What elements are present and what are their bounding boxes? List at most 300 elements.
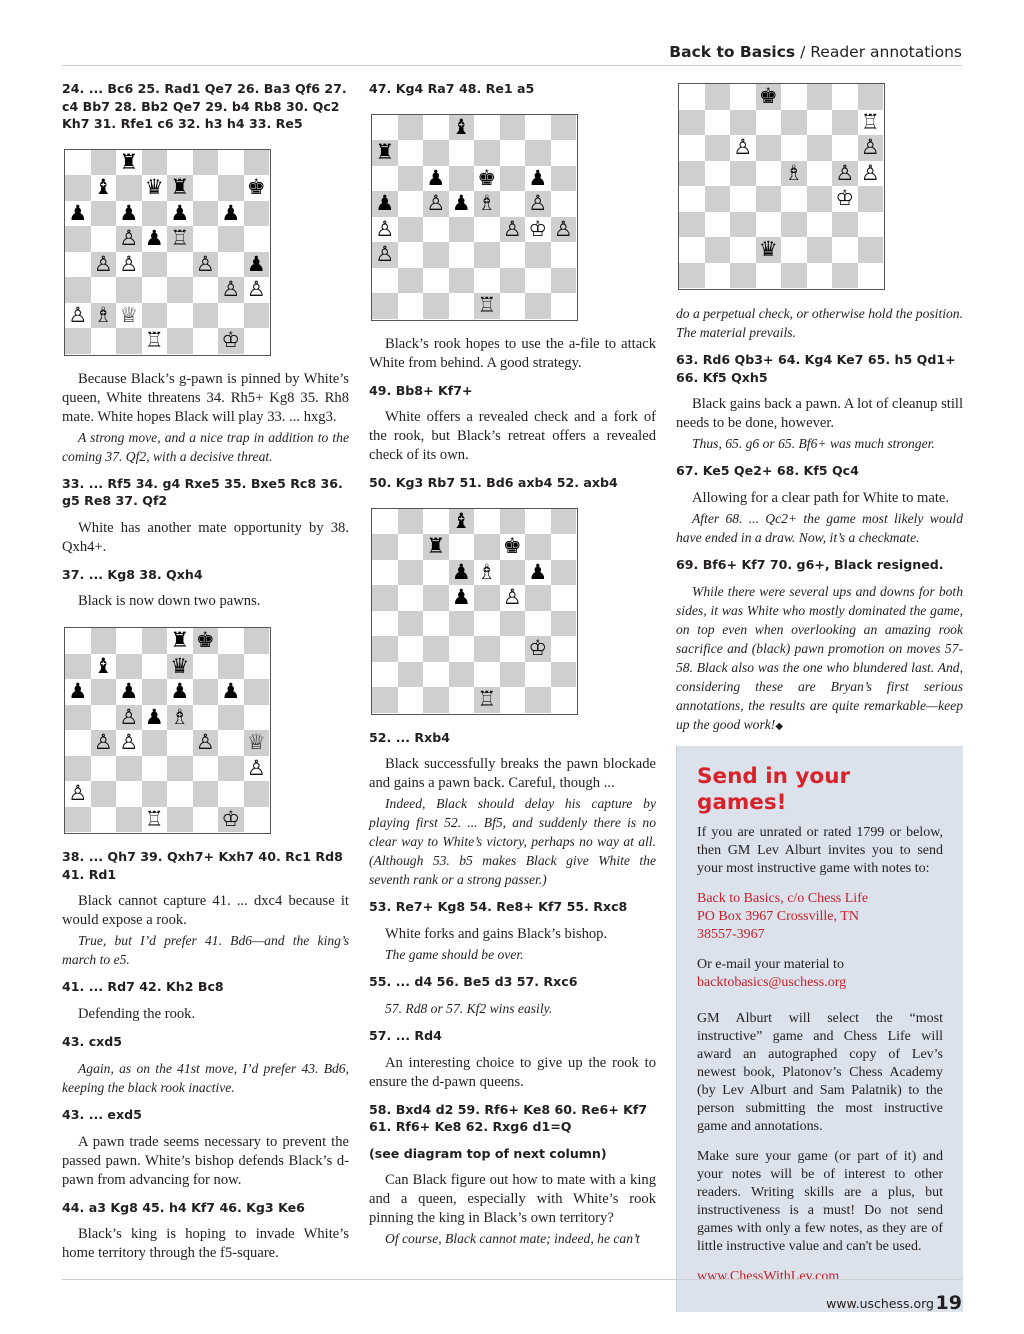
move-text: 24. ... Bc6 25. Rad1 Qe7 26. Ba3 Qf6 27. c4 Bb7 28. Bb2 Qe7 29. b4 Rb8 30. Qc2 Kh7 31. Rfe1 c6 32. h3 h4 33. Re5 [62,81,347,131]
board-square [244,303,270,329]
board-square [474,191,500,217]
board-square [244,730,270,756]
annotation-italic: 57. Rd8 or 57. Kf2 wins easily. [385,1001,553,1016]
move-text: 33. ... Rf5 34. g4 Rxe5 35. Bxe5 Rc8 36. g5 Re8 37. Qf2 [62,475,343,508]
board-square [193,654,219,680]
black-queen-icon: ♛ [170,653,190,678]
board-square [244,252,270,278]
board-square [167,226,193,252]
annotation: Black cannot capture 41. ... dxc4 because it would expose a rook. [62,893,349,928]
black-rook-icon: ♜ [426,534,446,559]
board-square [372,611,398,637]
board-square [500,217,526,243]
white-pawn-icon: ♙ [68,781,88,806]
white-pawn-icon: ♙ [502,585,522,610]
board-square [449,293,475,319]
board-square [781,263,807,289]
board-square [244,628,270,654]
board-square [218,730,244,756]
board-square [449,140,475,166]
board-square [372,687,398,713]
annotation: Black’s king is hoping to invade White’s home territory through the f5-square. [62,1226,349,1261]
board-square [756,135,782,161]
move-text: 63. Rd6 Qb3+ 64. Kg4 Ke7 65. h5 Qd1+ 66. Kf5 Qxh5 [676,352,956,385]
board-square [474,140,500,166]
board-square [167,150,193,176]
white-rook-icon: ♖ [477,293,497,318]
column-1 [62,80,349,1264]
board-square [500,242,526,268]
board-square [449,509,475,535]
board-square [730,212,756,238]
board-square [372,191,398,217]
board-square [65,679,91,705]
board-square [679,186,705,212]
black-pawn-icon: ♟ [451,191,471,216]
white-pawn-icon: ♙ [221,277,241,302]
board-square [167,277,193,303]
board-square [65,175,91,201]
board-square [91,175,117,201]
board-square [551,687,577,713]
board-square [423,662,449,688]
board-square [423,115,449,141]
white-pawn-icon: ♙ [119,226,139,251]
board-square [449,560,475,586]
section-title: Back to Basics [669,43,796,61]
board-square [65,277,91,303]
board-square [398,268,424,294]
board-square [551,268,577,294]
board-square [65,328,91,354]
board-square [858,110,884,136]
board-square [218,303,244,329]
board-square [449,166,475,192]
white-king-icon: ♔ [835,186,855,211]
board-square [372,268,398,294]
board-square [193,175,219,201]
board-square [474,242,500,268]
move-text: 38. ... Qh7 39. Qxh7+ Kxh7 40. Rc1 Rd8 41. Rd1 [62,849,343,882]
white-king-icon: ♔ [528,636,548,661]
board-square [244,226,270,252]
board-square [525,585,551,611]
board-square [167,705,193,731]
white-pawn-icon: ♙ [860,135,880,160]
board-square [500,140,526,166]
header-separator: / [795,43,811,61]
board-square [65,705,91,731]
board-square [807,237,833,263]
board-square [116,756,142,782]
board-square [142,252,168,278]
board-square [449,687,475,713]
board-square [65,252,91,278]
board-square [142,781,168,807]
board-square [65,730,91,756]
board-square [116,654,142,680]
board-square [244,756,270,782]
board-square [679,212,705,238]
annotation-italic [676,582,963,736]
board-square [525,217,551,243]
board-square [91,756,117,782]
board-square [832,84,858,110]
black-pawn-icon: ♟ [528,165,548,190]
annotation-italic: Thus, 65. g6 or 65. Bf6+ was much stronger. [692,436,935,451]
white-pawn-icon: ♙ [528,191,548,216]
black-pawn-icon: ♟ [221,200,241,225]
annotation-italic: True, but I’d prefer 41. Bd6—and the king’s march to e5. [62,933,349,967]
end-mark-icon: ◆ [775,721,784,732]
board-square [500,662,526,688]
mailing-address [697,890,943,944]
board-square [474,585,500,611]
board-square [781,84,807,110]
board-square [142,328,168,354]
board-square [423,166,449,192]
board-square [500,687,526,713]
white-pawn-icon: ♙ [119,251,139,276]
chess-diagram [64,627,271,834]
board-square [705,237,731,263]
board-square [756,110,782,136]
board-square [167,201,193,227]
annotation-italic: A strong move, and a nice trap in addition to the coming 37. Qf2, with a decisive threat. [62,429,349,464]
board-square [500,534,526,560]
board-square [116,679,142,705]
move-text: (see diagram top of next column) [369,1145,607,1161]
board-square [167,807,193,833]
move-text: 37. ... Kg8 38. Qxh4 [62,566,203,582]
board-square [551,166,577,192]
board-square [398,534,424,560]
black-pawn-icon: ♟ [144,226,164,251]
board-square [398,242,424,268]
board-square [525,191,551,217]
sidebar-paragraph: Make sure your game (or part of it) and your notes will be of interest to other readers. Writing skills are a plus, but instructiveness is a must! Do not send games with only a few notes, as they are of little instructive value and can't be used. [697,1149,943,1254]
black-rook-icon: ♜ [170,628,190,653]
board-square [142,175,168,201]
annotation: Black gains back a pawn. A lot of cleanup still needs to be done, however. [676,396,963,431]
board-square [679,237,705,263]
board-square [551,534,577,560]
board-square [423,560,449,586]
board-square [116,730,142,756]
black-pawn-icon: ♟ [221,679,241,704]
board-square [244,328,270,354]
board-square [705,161,731,187]
move-text: 43. ... exd5 [62,1107,142,1122]
board-square [474,293,500,319]
board-square [218,277,244,303]
board-square [244,150,270,176]
board-square [525,268,551,294]
board-square [423,687,449,713]
annotation: Black’s rook hopes to use the a-file to attack White from behind. A good strategy. [369,335,656,371]
annotation: An interesting choice to give up the rook to ensure the d-pawn queens. [369,1054,656,1090]
board-square [167,328,193,354]
board-square [218,252,244,278]
white-queen-icon: ♕ [246,730,266,755]
board-square [398,115,424,141]
board-square [398,611,424,637]
board-square [781,212,807,238]
board-square [474,534,500,560]
white-pawn-icon: ♙ [733,135,753,160]
black-pawn-icon: ♟ [426,165,446,190]
board-square [423,611,449,637]
board-square [781,135,807,161]
white-rook-icon: ♖ [860,109,880,134]
annotation-italic: do a perpetual check, or otherwise hold the position. The material prevails. [676,306,963,340]
board-square [167,252,193,278]
board-square [679,161,705,187]
board-square [372,242,398,268]
board-square [449,115,475,141]
move-text: 57. ... Rd4 [369,1028,442,1043]
board-square [116,277,142,303]
board-square [193,277,219,303]
board-square [551,611,577,637]
annotation: Because Black’s g-pawn is pinned by White’s queen, White threatens 34. Rh5+ Kg8 35. Rh8 mate. White hopes Black will play 33. ... hxg3. [62,370,349,425]
board-square [730,135,756,161]
board-square [372,534,398,560]
board-square [116,175,142,201]
board-square [807,186,833,212]
black-king-icon: ♚ [195,628,215,653]
white-pawn-icon: ♙ [502,216,522,241]
page-number: 19 [935,1292,962,1314]
board-square [500,166,526,192]
white-pawn-icon: ♙ [195,251,215,276]
board-square [449,662,475,688]
white-pawn-icon: ♙ [93,730,113,755]
board-square [142,303,168,329]
black-pawn-icon: ♟ [375,191,395,216]
board-square [500,293,526,319]
submission-sidebar [676,746,963,1312]
annotation: White has another mate opportunity by 38. Qxh4+. [62,519,349,555]
board-square [372,636,398,662]
board-square [372,115,398,141]
board-square [142,628,168,654]
board-square [65,781,91,807]
board-square [65,654,91,680]
board-square [449,534,475,560]
board-square [398,585,424,611]
board-square [551,560,577,586]
board-square [372,509,398,535]
move-text: 55. ... d4 56. Be5 d3 57. Rxc6 [369,973,578,989]
black-king-icon: ♚ [477,165,497,190]
board-square [525,509,551,535]
board-square [91,226,117,252]
board-square [116,328,142,354]
board-square [65,628,91,654]
chess-diagram [64,149,271,356]
board-square [398,191,424,217]
board-square [423,534,449,560]
move-text: 43. cxd5 [62,1033,123,1049]
board-square [705,212,731,238]
board-square [142,226,168,252]
website-link[interactable]: www.ChessWithLev.com [697,1269,840,1284]
black-bishop-icon: ♝ [93,653,113,678]
board-square [423,242,449,268]
board-square [832,212,858,238]
board-square [372,293,398,319]
board-square [193,807,219,833]
black-rook-icon: ♜ [170,175,190,200]
black-pawn-icon: ♟ [68,200,88,225]
board-square [91,730,117,756]
board-square [244,679,270,705]
annotation: White forks and gains Black’s bishop. [385,925,608,942]
board-square [500,585,526,611]
white-bishop-icon: ♗ [477,191,497,216]
black-pawn-icon: ♟ [246,251,266,276]
board-square [807,110,833,136]
board-square [781,161,807,187]
board-square [193,328,219,354]
board-square [423,217,449,243]
board-square [525,687,551,713]
board-square [756,263,782,289]
black-king-icon: ♚ [758,84,778,109]
board-square [398,166,424,192]
board-square [372,166,398,192]
board-square [244,705,270,731]
move-text: 52. ... Rxb4 [369,729,451,745]
board-square [372,217,398,243]
black-king-icon: ♚ [246,175,266,200]
board-square [551,217,577,243]
board-square [705,186,731,212]
board-square [244,201,270,227]
board-square [167,628,193,654]
move-text: 44. a3 Kg8 45. h4 Kf7 46. Kg3 Ke6 [62,1199,305,1215]
board-square [218,628,244,654]
column-3 [676,80,963,1312]
black-pawn-icon: ♟ [119,679,139,704]
board-square [167,756,193,782]
board-square [218,328,244,354]
board-square [142,705,168,731]
black-rook-icon: ♜ [119,149,139,174]
board-square [193,756,219,782]
annotation: Allowing for a clear path for White to mate. [692,489,950,506]
board-square [858,186,884,212]
board-square [218,807,244,833]
board-square [858,263,884,289]
board-square [91,628,117,654]
move-text: 49. Bb8+ Kf7+ [369,382,473,398]
board-square [449,268,475,294]
board-square [372,560,398,586]
board-square [756,212,782,238]
board-square [449,611,475,637]
board-square [756,186,782,212]
black-bishop-icon: ♝ [451,114,471,139]
board-square [116,807,142,833]
board-square [551,191,577,217]
board-square [858,135,884,161]
board-square [193,201,219,227]
board-square [398,140,424,166]
board-square [525,115,551,141]
annotation: Black successfully breaks the pawn blockade and gains a pawn back. Careful, though ... [369,756,656,791]
board-square [91,679,117,705]
white-pawn-icon: ♙ [119,730,139,755]
board-square [525,140,551,166]
black-bishop-icon: ♝ [451,508,471,533]
board-square [423,268,449,294]
board-square [679,135,705,161]
chess-diagram [371,508,578,715]
board-square [781,110,807,136]
board-square [551,115,577,141]
board-square [398,293,424,319]
board-square [525,611,551,637]
email-link[interactable]: backtobasics@uschess.org [697,975,847,990]
closing-note: While there were several ups and downs for both sides, it was White who mostly dominated the game, on top even when overlooking an amazing rook sacrifice and (black) pawn promotion on moves 57-58. Black also was the one who blundered last. And, considering these are Bryan’s first serious annotations, the results are quite remarkable—keep up the good work! [676,584,963,732]
move-text: 69. Bf6+ Kf7 70. g6+, Black resigned. [676,556,944,572]
board-square [474,115,500,141]
annotation: White offers a revealed check and a fork of the rook, but Black’s retreat offers a revealed check of its own. [369,409,656,463]
white-pawn-icon: ♙ [246,755,266,780]
board-square [398,560,424,586]
move-text: 41. ... Rd7 42. Kh2 Bc8 [62,979,224,994]
board-square [65,807,91,833]
board-square [858,161,884,187]
board-square [218,226,244,252]
white-bishop-icon: ♗ [477,559,497,584]
white-pawn-icon: ♙ [375,216,395,241]
white-rook-icon: ♖ [144,328,164,353]
white-pawn-icon: ♙ [246,277,266,302]
board-square [65,226,91,252]
board-square [91,781,117,807]
board-square [551,242,577,268]
board-square [551,140,577,166]
board-square [116,628,142,654]
board-square [525,293,551,319]
board-square [807,135,833,161]
board-square [474,509,500,535]
board-square [500,191,526,217]
board-square [218,175,244,201]
board-square [116,150,142,176]
email-paragraph [697,956,943,992]
board-square [705,110,731,136]
annotation: A pawn trade seems necessary to prevent the passed pawn. White’s bishop defends Black’s d-pawn from advancing for now. [62,1133,349,1188]
board-square [167,730,193,756]
board-square [116,252,142,278]
black-pawn-icon: ♟ [451,559,471,584]
address-line: PO Box 3967 Crossville, TN [697,909,859,924]
board-square [398,687,424,713]
black-pawn-icon: ♟ [451,585,471,610]
sidebar-title: Send in your games! [697,764,851,815]
board-square [65,303,91,329]
board-square [551,293,577,319]
address-line: Back to Basics, c/o Chess Life [697,891,869,906]
sidebar-paragraph: GM Alburt will select the “most instructive” game and Chess Life will award an autographed copy of Lev’s newest book, Platonov’s Chess Academy (by Lev Alburt and Sam Palatnik) to the person submitting the most instructive game and annotations. [697,1011,943,1134]
board-square [116,303,142,329]
board-square [65,756,91,782]
board-square [423,191,449,217]
